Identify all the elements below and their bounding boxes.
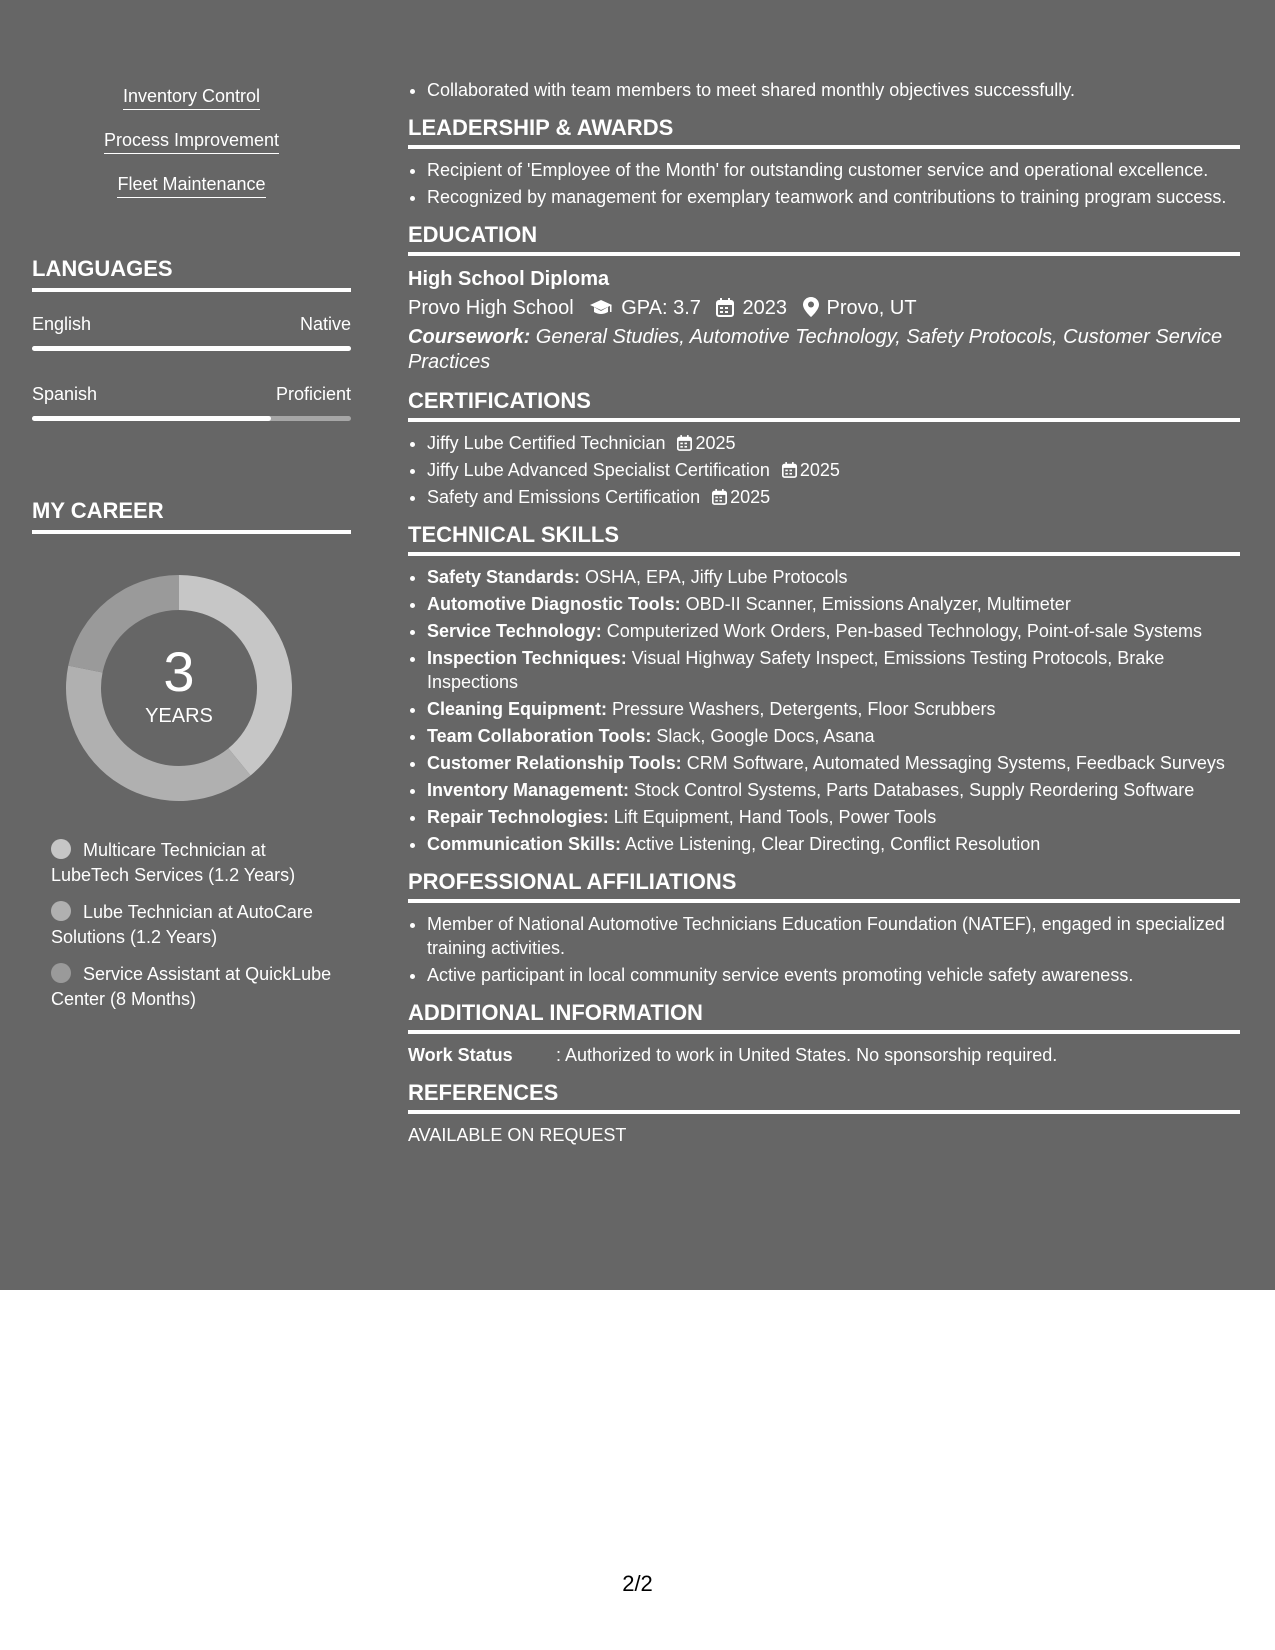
work-status-label: Work Status — [408, 1045, 513, 1065]
references-text: AVAILABLE ON REQUEST — [408, 1125, 627, 1145]
skill-value: OBD-II Scanner, Emissions Analyzer, Multimeter — [680, 594, 1071, 614]
skill-label: Repair Technologies: — [427, 807, 609, 827]
location-pin-icon — [803, 297, 819, 317]
language-name: Spanish — [32, 384, 98, 404]
career-heading: MY CAREER — [32, 496, 351, 534]
list-item: • Recognized by management for exemplary teamwork and contributions to training program success. — [427, 185, 1240, 209]
graduation-cap-icon — [589, 299, 613, 317]
list-item — [427, 485, 1240, 509]
career-total — [66, 640, 292, 728]
career-item — [51, 962, 341, 1012]
skill-value: Visual Highway Safety Inspect, Emissions Testing Protocols, Brake Inspections — [427, 648, 1165, 692]
skill-value: CRM Software, Automated Messaging Systems, Feedback Surveys — [681, 753, 1225, 773]
career-item — [51, 838, 341, 888]
certification-name: Safety and Emissions Certification — [427, 487, 701, 507]
career-total-unit: YEARS — [145, 705, 213, 727]
skill-label: Customer Relationship Tools: — [427, 753, 682, 773]
skill-value: Pressure Washers, Detergents, Floor Scrubbers — [607, 699, 996, 719]
list-item — [427, 805, 1240, 829]
work-status-value: : Authorized to work in United States. No sponsorship required. — [556, 1045, 1058, 1065]
certification-date — [677, 433, 735, 453]
career-legend-dot — [51, 901, 71, 921]
work-status-row — [408, 1043, 1240, 1067]
skill-label: Communication Skills: — [427, 834, 622, 854]
certifications-heading: CERTIFICATIONS — [408, 387, 1240, 422]
coursework-text: General Studies, Automotive Technology, Safety Protocols, Customer Service Practices — [408, 326, 1223, 373]
list-item — [427, 592, 1240, 616]
language-proficiency-fill — [32, 346, 351, 351]
references-heading: REFERENCES — [408, 1079, 1240, 1114]
certification-name: Jiffy Lube Certified Technician — [427, 433, 666, 453]
list-item — [427, 778, 1240, 802]
calendar-icon — [716, 298, 734, 317]
page-number: 2/2 — [622, 1571, 653, 1596]
certification-date — [782, 460, 840, 480]
list-item: • Member of National Automotive Technicians Education Foundation (NATEF), engaged in specialized training activities. — [427, 912, 1240, 960]
language-proficiency-bar — [32, 346, 351, 351]
affiliations-list — [408, 912, 1240, 987]
education-gpa: GPA: 3.7 — [621, 297, 701, 319]
education-degree: High School Diploma — [408, 268, 610, 290]
skill-value: Stock Control Systems, Parts Databases, Supply Reordering Software — [629, 780, 1195, 800]
language-name: English — [32, 314, 92, 334]
career-legend-dot — [51, 963, 71, 983]
language-level: Proficient — [275, 384, 351, 404]
list-item — [427, 832, 1240, 856]
list-item — [427, 646, 1240, 694]
language-proficiency-bar — [32, 416, 351, 421]
skill-tag: Inventory Control — [123, 84, 260, 110]
calendar-icon — [677, 435, 692, 451]
languages-heading: LANGUAGES — [32, 254, 351, 292]
skill-label: Automotive Diagnostic Tools: — [427, 594, 681, 614]
certification-year: 2025 — [695, 433, 736, 453]
skill-value: Computerized Work Orders, Pen-based Technology, Point-of-sale Systems — [601, 621, 1202, 641]
list-item — [427, 565, 1240, 589]
right-column — [408, 78, 1240, 1147]
skill-tag: Fleet Maintenance — [117, 172, 265, 198]
skill-value: Slack, Google Docs, Asana — [651, 726, 875, 746]
list-item — [427, 751, 1240, 775]
career-item-text: Service Assistant at QuickLube Center (8 Months) — [51, 964, 332, 1009]
list-item: • Collaborated with team members to meet shared monthly objectives successfully. — [427, 78, 1240, 102]
career-item-text: Multicare Technician at LubeTech Services (1.2 Years) — [51, 840, 296, 885]
affiliations-heading: PROFESSIONAL AFFILIATIONS — [408, 868, 1240, 903]
list-item: • Recipient of 'Employee of the Month' for outstanding customer service and operational excellence. — [427, 158, 1240, 182]
skill-label: Inventory Management: — [427, 780, 630, 800]
skill-value: OSHA, EPA, Jiffy Lube Protocols — [580, 567, 848, 587]
list-item — [427, 724, 1240, 748]
list-item — [427, 619, 1240, 643]
skill-label: Safety Standards: — [427, 567, 581, 587]
certification-year: 2025 — [730, 487, 771, 507]
career-total-number: 3 — [163, 640, 195, 703]
skill-label: Team Collaboration Tools: — [427, 726, 652, 746]
education-heading: EDUCATION — [408, 221, 1240, 256]
education-school: Provo High School — [408, 297, 574, 319]
language-proficiency-fill — [32, 416, 271, 421]
career-item-text: Lube Technician at AutoCare Solutions (1.2 Years) — [51, 902, 313, 947]
certifications-list — [408, 431, 1240, 509]
technical-skills-heading: TECHNICAL SKILLS — [408, 521, 1240, 556]
certification-date — [712, 487, 770, 507]
list-item: • Active participant in local community service events promoting vehicle safety awareness. — [427, 963, 1240, 987]
leadership-list — [408, 158, 1240, 209]
technical-skills-list — [408, 565, 1240, 856]
certification-year: 2025 — [799, 460, 840, 480]
calendar-icon — [782, 462, 797, 478]
education-coursework — [408, 325, 1240, 375]
experience-bullets — [408, 78, 1240, 102]
language-level: Native — [299, 314, 351, 334]
skill-label: Cleaning Equipment: — [427, 699, 607, 719]
education-location: Provo, UT — [826, 297, 917, 319]
career-list — [51, 838, 341, 1024]
skill-label: Inspection Techniques: — [427, 648, 627, 668]
list-item — [427, 431, 1240, 455]
coursework-label: Coursework: — [408, 326, 531, 348]
skill-value: Lift Equipment, Hand Tools, Power Tools — [608, 807, 937, 827]
career-legend-dot — [51, 839, 71, 859]
additional-info-heading: ADDITIONAL INFORMATION — [408, 999, 1240, 1034]
education-year: 2023 — [742, 297, 787, 319]
list-item — [427, 458, 1240, 482]
skill-value: Active Listening, Clear Directing, Conflict Resolution — [621, 834, 1041, 854]
skill-label: Service Technology: — [427, 621, 602, 641]
skill-tags — [32, 84, 351, 216]
skill-tag: Process Improvement — [104, 128, 279, 154]
calendar-icon — [712, 489, 727, 505]
education-meta — [408, 293, 1240, 323]
list-item — [427, 697, 1240, 721]
career-item — [51, 900, 341, 950]
certification-name: Jiffy Lube Advanced Specialist Certification — [427, 460, 770, 480]
leadership-heading: LEADERSHIP & AWARDS — [408, 114, 1240, 149]
